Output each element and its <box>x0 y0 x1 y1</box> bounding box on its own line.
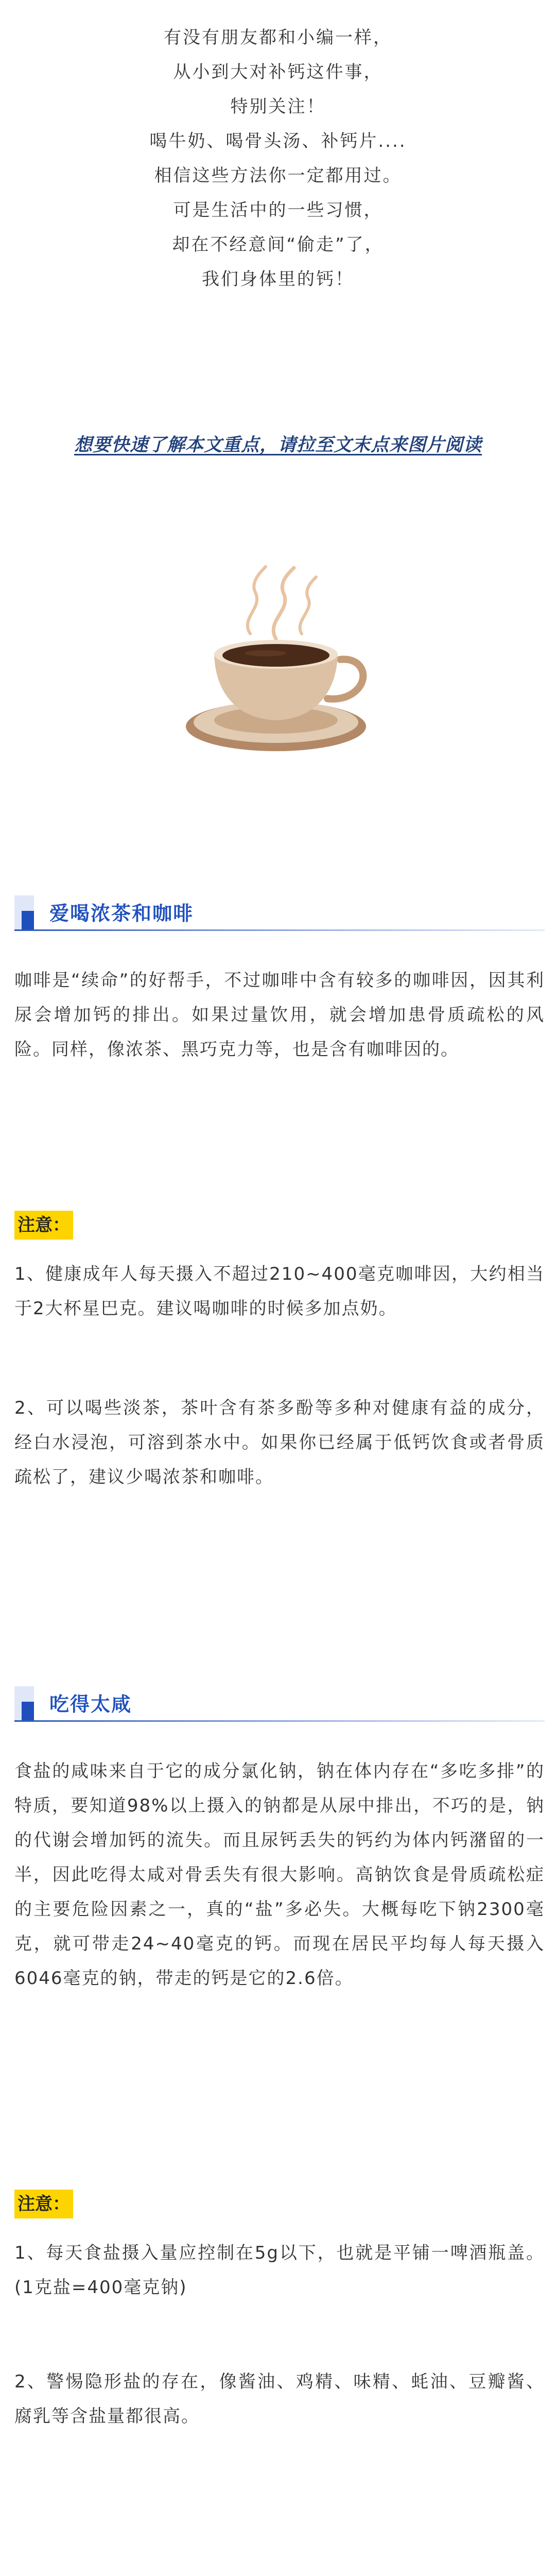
section-header <box>14 1685 545 1726</box>
read-hint-link[interactable]: 想要快速了解本文重点，请拉至文末点来图片阅读 <box>74 435 482 455</box>
section-point: 2、警惕隐形盐的存在，像酱油、鸡精、味精、蚝油、豆瓣酱、腐乳等含盐量都很高。 <box>14 2371 545 2427</box>
section-point: 1、健康成年人每天摄入不超过210~400毫克咖啡因，大约相当于2大杯星巴克。建议喝咖啡的时候多加点奶。 <box>14 1264 545 1319</box>
intro-line: 我们身体里的钙！ <box>202 269 354 290</box>
section-title: 爱喝浓茶和咖啡 <box>49 902 194 925</box>
section-paragraph: 咖啡是“续命”的好帮手，不过咖啡中含有较多的咖啡因，因其利尿会增加钙的排出。如果过量饮用，就会增加患骨质疏松的风险。同样，像浓茶、黑巧克力等，也是含有咖啡因的。 <box>14 970 545 1060</box>
intro-line: 喝牛奶、喝骨头汤、补钙片.... <box>149 131 407 151</box>
intro-block <box>0 21 556 297</box>
intro-line: 相信这些方法你一定都用过。 <box>154 165 402 186</box>
note-label: 注意： <box>14 2190 73 2218</box>
section-underline <box>14 1720 545 1722</box>
section-marker-accent <box>22 1702 34 1720</box>
intro-line: 却在不经意间“偷走”了， <box>172 234 384 255</box>
section-header <box>14 894 545 935</box>
intro-line: 特别关注！ <box>230 96 326 117</box>
intro-line: 有没有朋友都和小编一样， <box>164 27 392 48</box>
section-point: 1、每天食盐摄入量应控制在5g以下，也就是平铺一啤酒瓶盖。(1克盐=400毫克钠) <box>14 2243 545 2298</box>
note-label: 注意： <box>14 1211 73 1240</box>
section-marker-accent <box>22 911 34 929</box>
intro-line: 从小到大对补钙这件事， <box>173 62 383 82</box>
section-title: 吃得太咸 <box>49 1693 132 1716</box>
section-paragraph: 食盐的咸味来自于它的成分氯化钠，钠在体内存在“多吃多排”的特质，要知道98%以上摄入的钠都是从尿中排出，不巧的是，钠的代谢会增加钙的流失。而且尿钙丢失的钙约为体内钙潴留的一半，因此吃得太咸对骨丢失有很大影响。高钠饮食是骨质疏松症的主要危险因素之一，真的“盐”多必失。大概每吃下钠2300毫克，就可带走24~40毫克的钙。而现在居民平均每人每天摄入6046毫克的钠，带走的钙是它的2.6倍。 <box>14 1761 545 1989</box>
intro-line: 可是生活中的一些习惯， <box>173 200 383 221</box>
section-point: 2、可以喝些淡茶，茶叶含有茶多酚等多种对健康有益的成分，经白水浸泡，可溶到茶水中。如果你已经属于低钙饮食或者骨质疏松了，建议少喝浓茶和咖啡。 <box>14 1398 545 1487</box>
section-underline <box>14 929 545 931</box>
coffee-cup-icon <box>173 556 389 773</box>
